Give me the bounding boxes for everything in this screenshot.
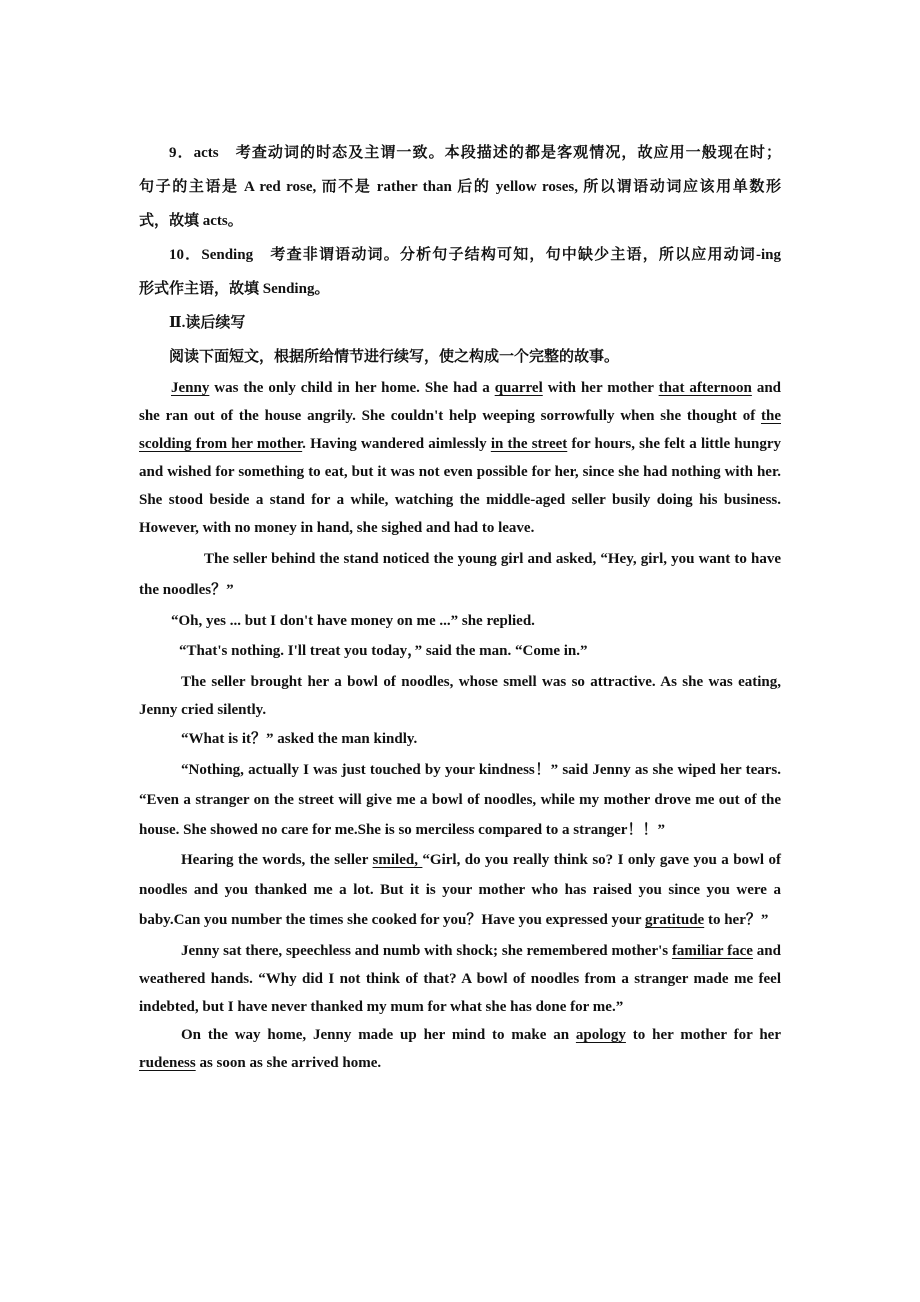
underlined-word-rudeness: rudeness (139, 1055, 196, 1071)
answer-10-line-2: 形式作主语，故填 Sending。 (139, 281, 330, 297)
section-instruction: 阅读下面短文，根据所给情节进行续写，使之构成一个完整的故事。 (169, 349, 620, 365)
underlined-word-gratitude: gratitude (645, 912, 705, 928)
text-run: to her？” (704, 912, 769, 928)
answer-9-line-3: 式，故填 acts。 (139, 213, 243, 229)
story-paragraph-3: “Oh, yes ... but I don't have money on me ...” she replied. (171, 613, 535, 629)
story-paragraph-9 (139, 937, 793, 1021)
underlined-word-quarrel: quarrel (494, 380, 543, 396)
text-run: was the only child in her home. She had a (209, 380, 495, 396)
text-run: with her mother (542, 380, 659, 396)
underlined-phrase-in-the-street: in the street (490, 436, 568, 452)
story-paragraph-2: The seller behind the stand noticed the young girl and asked, “Hey, girl, you want to have the noodles？” (139, 551, 781, 598)
text-run: for hours, she felt a little hungry and wished for something to eat, but it was not even possible for her, since she had nothing with her. She stood beside a stand for a while, watching the middle-aged seller busily doing his business. However, with no money in hand, she sighed and had to leave. (139, 436, 781, 536)
page-content (139, 136, 793, 1077)
text-run: and she ran out of the house angrily. She couldn't help weeping sorrowfully when she thought of (139, 380, 781, 424)
story-paragraph-10 (139, 1021, 781, 1077)
underlined-phrase-scolding: the scolding from her mother (139, 408, 781, 452)
answer-10-line-1: 10．Sending 考查非谓语动词。分析句子结构可知，句中缺少主语，所以应用动词-ing (169, 247, 781, 263)
text-run: as soon as she arrived home. (195, 1055, 382, 1071)
text-run: Jenny sat there, speechless and numb with shock; she remembered mother's (181, 943, 672, 959)
story-paragraph-5: The seller brought her a bowl of noodles, whose smell was so attractive. As she was eating, Jenny cried silently. (139, 674, 781, 718)
story-paragraph-8 (139, 845, 785, 935)
underlined-phrase-that-afternoon: that afternoon (658, 380, 752, 396)
underlined-phrase-familiar-face: familiar face (671, 943, 753, 959)
story-paragraph-1 (139, 374, 781, 542)
text-run: On the way home, Jenny made up her mind to make an (181, 1027, 576, 1043)
underlined-word-jenny: Jenny (171, 380, 210, 396)
story-paragraph-4: “That's nothing. I'll treat you today，” said the man. “Come in.” (179, 643, 588, 659)
text-run: Hearing the words, the seller (181, 852, 373, 868)
text-run: and weathered hands. “Why did I not think of that? A bowl of noodles from a stranger made me feel indebted, but I have never thanked my mum for what she has done for me.” (139, 943, 793, 1015)
text-run: . Having wandered aimlessly (302, 436, 491, 452)
answer-9 (139, 136, 781, 238)
answer-10 (139, 238, 781, 306)
answer-9-line-1: 9．acts 考查动词的时态及主谓一致。本段描述的都是客观情况，故应用一般现在时； (169, 145, 781, 161)
text-run: to her mother for her (625, 1027, 781, 1043)
text-run: “Girl, do you really think so? I only gave you a bowl of noodles and you thanked me a lot. But it is your mother who has raised you since you were a baby.Can you number the times she cooked for you？Have you expressed your (139, 852, 785, 928)
section-heading: Ⅱ.读后续写 (169, 315, 246, 331)
story-paragraph-7: “Nothing, actually I was just touched by your kindness！” said Jenny as she wiped her tears. “Even a stranger on the street will give me a bowl of noodles, while my mother drove me out of the house. She showed no care for me.She is so merciless compared to a stranger！！” (139, 762, 781, 838)
story-paragraph-6: “What is it？” asked the man kindly. (181, 731, 418, 747)
underlined-word-apology: apology (575, 1027, 626, 1043)
underlined-word-smiled: smiled, (372, 852, 423, 868)
answer-9-line-2: 句子的主语是 A red rose, 而不是 rather than 后的 yellow roses, 所以谓语动词应该用单数形 (139, 179, 781, 195)
